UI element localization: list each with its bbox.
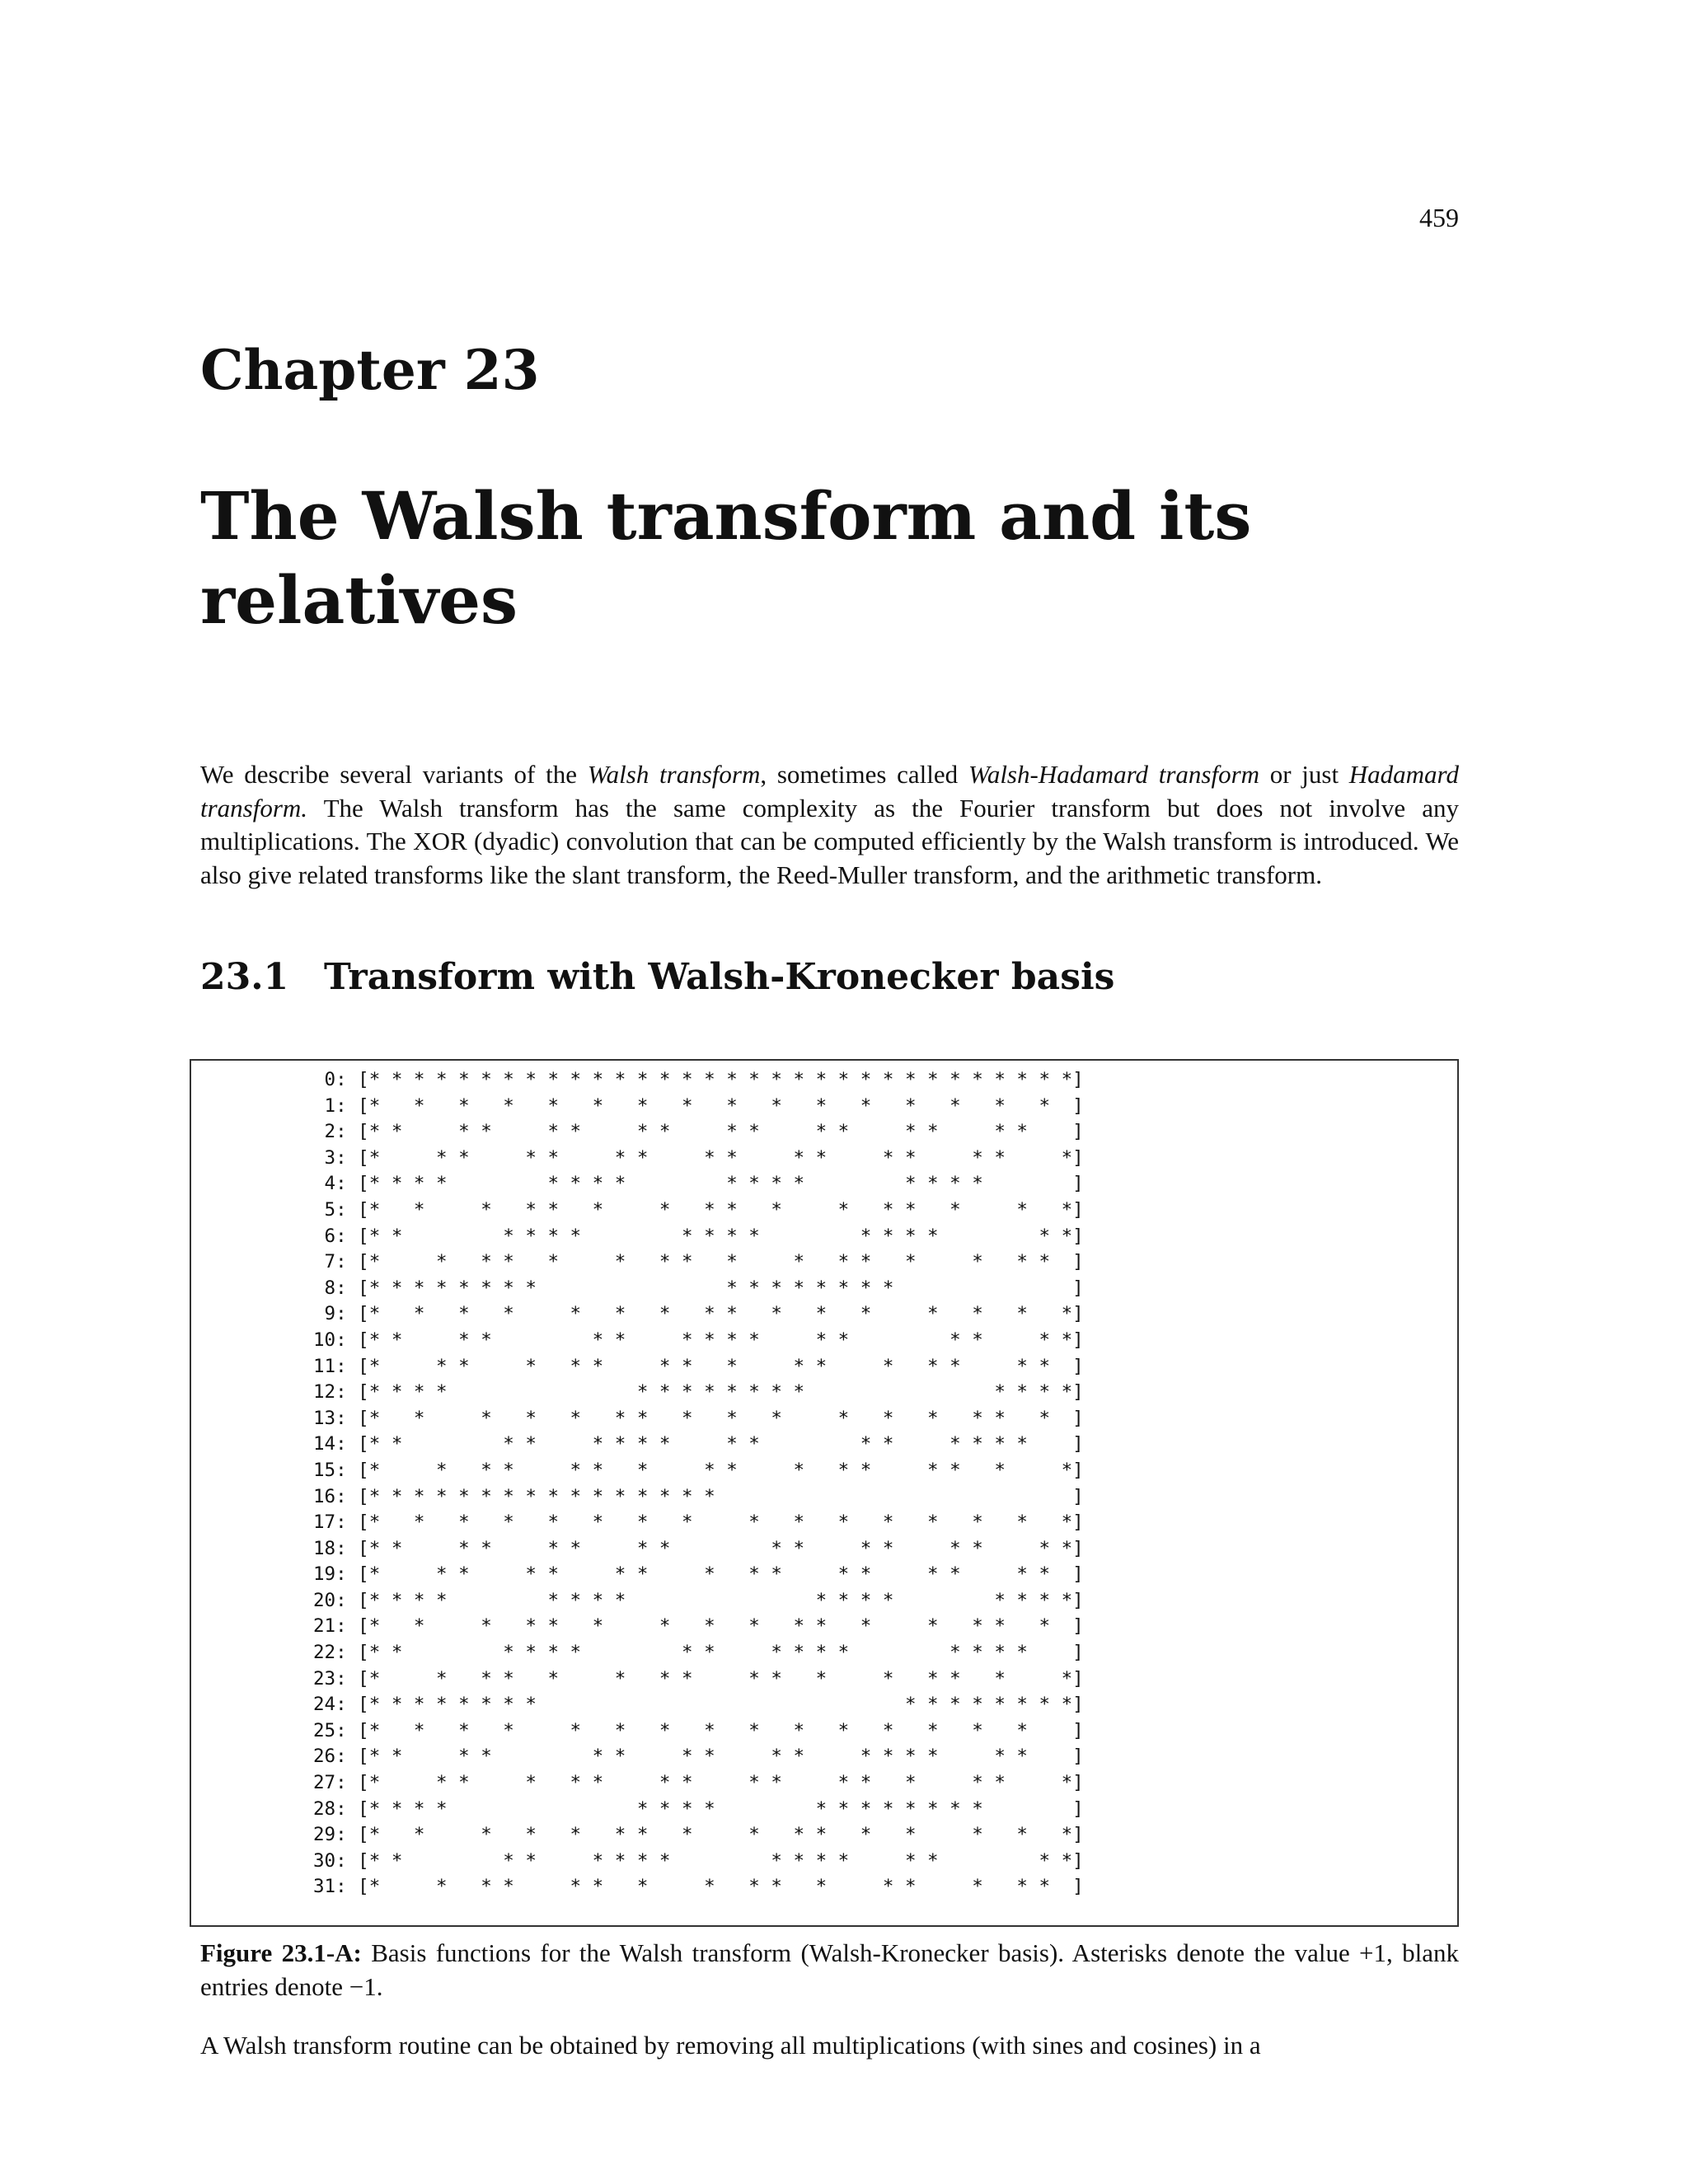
matrix-row: 8: [* * * * * * * * * * * * * * * * ] xyxy=(313,1277,1084,1299)
term-walsh-transform: Walsh transform xyxy=(587,760,761,789)
matrix-row: 27: [* * * * * * * * * * * * * * * *] xyxy=(313,1772,1084,1794)
chapter-title: The Walsh transform and its relatives xyxy=(200,477,1252,639)
matrix-row: 29: [* * * * * * * * * * * * * * * *] xyxy=(313,1824,1084,1846)
matrix-row: 0: [* * * * * * * * * * * * * * * * * * * * * * * * * * * * * * * *] xyxy=(313,1069,1084,1090)
matrix-row: 26: [* * * * * * * * * * * * * * * * ] xyxy=(313,1746,1084,1768)
matrix-row: 16: [* * * * * * * * * * * * * * * * ] xyxy=(313,1485,1084,1507)
abstract-text-2: , sometimes called xyxy=(760,760,968,789)
caption-label: Figure 23.1-A: xyxy=(200,1938,362,1967)
matrix-row: 4: [* * * * * * * * * * * * * * * * ] xyxy=(313,1173,1084,1195)
matrix-row: 9: [* * * * * * * * * * * * * * * *] xyxy=(313,1303,1084,1325)
abstract-paragraph xyxy=(200,758,1459,892)
matrix-row: 13: [* * * * * * * * * * * * * * * * ] xyxy=(313,1407,1084,1429)
matrix-row: 30: [* * * * * * * * * * * * * * * *] xyxy=(313,1849,1084,1872)
abstract-text-4: The Walsh transform has the same complexity as the Fourier transform but does not involve any multiplications. The XOR (dyadic) convolution that can be computed efficiently by the Walsh transform is introduced. We also give related transforms like the slant transform, the Reed-Muller transform, and the arithmetic transform. xyxy=(200,793,1459,889)
matrix-row: 20: [* * * * * * * * * * * * * * * *] xyxy=(313,1589,1084,1611)
matrix-row: 22: [* * * * * * * * * * * * * * * * ] xyxy=(313,1642,1084,1664)
body-paragraph: A Walsh transform routine can be obtained by removing all multiplications (with sines and cosines) in a xyxy=(200,2031,1261,2060)
matrix-row: 2: [* * * * * * * * * * * * * * * * ] xyxy=(313,1121,1084,1143)
matrix-row: 10: [* * * * * * * * * * * * * * * *] xyxy=(313,1329,1084,1351)
matrix-row: 6: [* * * * * * * * * * * * * * * *] xyxy=(313,1225,1084,1247)
term-hadamard-transform: Hadamard transform. xyxy=(200,760,1459,823)
matrix-row: 19: [* * * * * * * * * * * * * * * * ] xyxy=(313,1563,1084,1586)
abstract-text-3: or just xyxy=(1259,760,1349,789)
chapter-label: Chapter 23 xyxy=(200,338,540,402)
caption-text: Basis functions for the Walsh transform (Walsh-Kronecker basis). Asterisks denote the value +1, blank entries denote −1. xyxy=(200,1938,1459,2001)
matrix-row: 28: [* * * * * * * * * * * * * * * * ] xyxy=(313,1797,1084,1820)
matrix-row: 14: [* * * * * * * * * * * * * * * * ] xyxy=(313,1433,1084,1455)
figure-caption xyxy=(200,1937,1459,2004)
matrix-row: 17: [* * * * * * * * * * * * * * * *] xyxy=(313,1511,1084,1534)
matrix-row: 11: [* * * * * * * * * * * * * * * * ] xyxy=(313,1355,1084,1377)
matrix-row: 25: [* * * * * * * * * * * * * * * ] xyxy=(313,1719,1084,1741)
matrix-row: 1: [* * * * * * * * * * * * * * * * ] xyxy=(313,1094,1084,1117)
matrix-row: 23: [* * * * * * * * * * * * * * * *] xyxy=(313,1667,1084,1690)
matrix-row: 15: [* * * * * * * * * * * * * * * *] xyxy=(313,1459,1084,1481)
matrix-row: 18: [* * * * * * * * * * * * * * * *] xyxy=(313,1537,1084,1559)
page-number: 459 xyxy=(1419,203,1459,232)
figure-box xyxy=(190,1059,1459,1927)
section-title: Transform with Walsh-Kronecker basis xyxy=(324,956,1115,998)
abstract-text-1: We describe several variants of the xyxy=(200,760,588,789)
matrix-row: 31: [* * * * * * * * * * * * * * * * ] xyxy=(313,1876,1084,1898)
section-heading xyxy=(200,956,1114,998)
matrix-row: 12: [* * * * * * * * * * * * * * * *] xyxy=(313,1381,1084,1404)
matrix-row: 7: [* * * * * * * * * * * * * * * * ] xyxy=(313,1251,1084,1273)
walsh-basis-matrix xyxy=(313,1067,1084,1900)
term-walsh-hadamard-transform: Walsh-Hadamard transform xyxy=(968,760,1260,789)
matrix-row: 24: [* * * * * * * * * * * * * * * *] xyxy=(313,1694,1084,1716)
matrix-row: 5: [* * * * * * * * * * * * * * * *] xyxy=(313,1198,1084,1221)
section-number: 23.1 xyxy=(200,956,289,998)
matrix-row: 3: [* * * * * * * * * * * * * * * *] xyxy=(313,1146,1084,1169)
matrix-row: 21: [* * * * * * * * * * * * * * * * ] xyxy=(313,1615,1084,1638)
